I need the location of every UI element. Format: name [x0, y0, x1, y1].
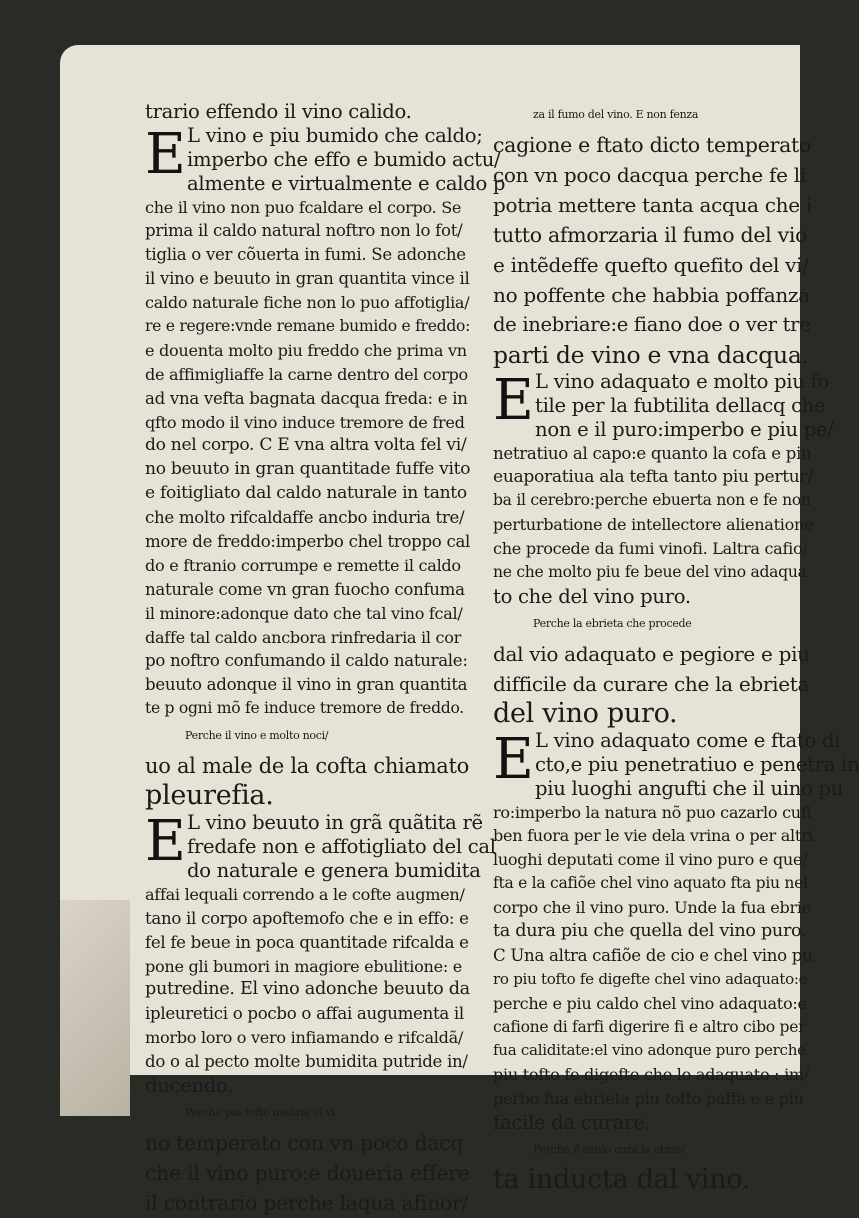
text-line: corpo che il vino puro. Unde la fua ebrie	[493, 898, 811, 918]
text-line: netratiuo al capo:e quanto la cofa e piu	[493, 443, 812, 463]
section-heading: Perche la ebrieta che procede	[533, 616, 692, 630]
section-heading: Perche piu tofto inebria el vi	[185, 1105, 335, 1119]
initial-paragraph	[493, 368, 834, 442]
text-line: che molto rifcaldaffe ancbo induria tre/	[145, 508, 465, 528]
section-heading: no temperato con vn poco dacq	[145, 1130, 464, 1155]
drop-cap: E	[145, 809, 186, 875]
text-line: do naturale e genera bumidita	[187, 858, 481, 882]
text-line: facile da curare.	[493, 1111, 651, 1135]
text-line: fta e la cafiõe chel vino aquato fta piu nel	[493, 874, 808, 893]
text-line: perbo fua ebrieta piu tofto paffa e e piu	[493, 1089, 804, 1109]
text-line: caldo naturale fiche non lo puo affotiglia/	[145, 293, 470, 313]
section-heading: e intẽdeffe quefto quefito del vi/	[493, 253, 809, 277]
section-heading: con vn poco dacqua perche fe li	[493, 163, 806, 187]
text-line: tano il corpo apoftemofo che e in effo: e	[145, 908, 469, 928]
text-line: naturale come vn gran fuocho confuma	[145, 579, 465, 599]
text-line: do o al pecto molte bumidita putride in/	[145, 1052, 468, 1072]
text-line: do nel corpo. C E vna altra volta fel vi/	[145, 435, 467, 456]
text-line: re e regere:vnde remane bumido e freddo:	[145, 317, 471, 336]
drop-cap: E	[493, 368, 534, 433]
text-line: to che del vino puro.	[493, 585, 691, 609]
text-line: ro:imperbo la natura nõ puo cazarlo cufi	[493, 802, 812, 822]
text-line: ad vna vefta bagnata dacqua freda: e in	[145, 388, 468, 408]
section-heading: za il fumo del vino. E non fenza	[533, 108, 699, 121]
text-line: prima il caldo natural noftro non lo fot/	[145, 221, 463, 241]
text-line: L vino adaquato e molto piu fo	[535, 370, 829, 393]
section-heading: no poffente che habbia poffanza	[493, 283, 810, 307]
text-line: more de freddo:imperbo chel troppo cal	[145, 532, 471, 552]
text-line: ro piu tofto fe digefte chel vino adaquato:e	[493, 969, 808, 988]
text-line: luoghi deputati come il vino puro e que/	[493, 850, 808, 870]
text-line: imperbo che effo e bumido actu/	[187, 147, 501, 171]
text-line: cafione di farfi digerire fi e altro cibo per	[493, 1017, 806, 1036]
text-line: che procede da fumi vinofi. Laltra cafio/	[493, 539, 808, 559]
section-heading: Perche il vino e molto noci/	[185, 729, 329, 743]
text-line: e douenta molto piu freddo che prima vn	[145, 340, 467, 360]
section-heading: de inebriare:e fiano doe o ver tre	[493, 313, 811, 336]
text-line: ta dura piu che quella del vino puro.	[493, 921, 807, 942]
text-line: il vino e beuuto in gran quantita vince il	[145, 269, 470, 289]
text-line: tiglia o ver cõuerta in fumi. Se adonche	[145, 245, 466, 265]
text-line: fel fe beue in poca quantitade rifcalda e	[145, 932, 469, 952]
section-heading: pleurefia.	[145, 780, 274, 812]
section-heading: tutto afmorzaria il fumo del vio	[493, 223, 808, 247]
left-text-column	[145, 100, 506, 1218]
text-line: L vino e piu bumido che caldo;	[187, 123, 483, 147]
text-line: piu luoghi angufti che il uino pu	[535, 776, 844, 800]
text-line: perche e piu caldo chel vino adaquato:e	[493, 993, 807, 1013]
page-corner	[60, 900, 130, 1116]
text-line: che il vino non puo fcaldare el corpo. Se	[145, 197, 462, 217]
text-line: no beuuto in gran quantitade fuffe vito	[145, 459, 471, 480]
initial-paragraph	[145, 809, 496, 883]
text-line: ne che molto piu fe beue del vino adaqua	[493, 563, 807, 582]
text-line: tile per la fubtilita dellacq che	[535, 393, 826, 417]
text-line: do e ftranio corrumpe e remette il caldo	[145, 555, 461, 575]
text-line: daffe tal caldo ancbora rinfredaria il cor	[145, 627, 462, 647]
text-line: po noftro confumando il caldo naturale:	[145, 651, 468, 671]
section-heading: potria mettere tanta acqua che i	[493, 193, 812, 217]
text-line: putredine. El vino adonche beuuto da	[145, 979, 470, 1000]
section-heading: difficile da curare che la ebrieta	[493, 671, 810, 696]
text-line: C Una altra cafiõe de cio e chel vino pu	[493, 945, 813, 965]
text-line: morbo loro o vero infiamando e rifcaldã/	[145, 1028, 464, 1048]
section-heading: Perche il caulo cura la ebrie/	[533, 1143, 685, 1157]
text-line: L vino beuuto in grã quãtita rẽ	[187, 811, 483, 835]
drop-cap: E	[145, 121, 186, 187]
text-line: ducendo.	[145, 1073, 234, 1097]
text-line: e foitigliato dal caldo naturale in tanto	[145, 483, 467, 504]
section-heading: dal vio adaquato e pegiore e piu	[493, 641, 810, 666]
text-line: cto,e piu penetratiuo e penetra in	[535, 752, 859, 776]
text-line: ben fuora per le vie dela vrina o per altri	[493, 826, 814, 846]
section-heading: cagione e ftato dicto temperato	[493, 133, 811, 157]
initial-paragraph	[493, 726, 859, 801]
text-line: qfto modo il vino induce tremore de fred	[145, 412, 465, 432]
text-line: fredafe non e affotigliato del cal	[187, 835, 496, 859]
section-heading: ta inducta dal vino.	[493, 1164, 751, 1196]
section-heading: che il vino puro:e doueria effere	[145, 1160, 470, 1185]
text-line: L vino adaquato come e ftato di	[535, 728, 841, 752]
right-text-column	[493, 100, 859, 1196]
text-line: beuuto adonque il vino in gran quantita	[145, 675, 468, 695]
section-heading: parti de vino e vna dacqua.	[493, 341, 809, 369]
text-line: te p ogni mõ fe induce tremore de freddo.	[145, 699, 464, 718]
initial-paragraph	[145, 121, 506, 196]
text-line: de affimigliaffe la carne dentro del corpo	[145, 364, 468, 384]
text-line: non e il puro:imperbo e piu pe/	[535, 417, 834, 441]
text-line: il minore:adonque dato che tal vino fcal/	[145, 603, 463, 623]
text-line: trario effendo il vino calido.	[145, 100, 412, 123]
text-line: almente e virtualmente e caldo p	[187, 171, 506, 195]
text-line: ipleuretici o pocbo o affai augumenta il	[145, 1004, 464, 1024]
text-line: affai lequali correndo a le cofte augmen/	[145, 884, 465, 904]
section-heading: del vino puro.	[493, 697, 678, 729]
text-line: fua caliditate:el vino adonque puro perche	[493, 1041, 806, 1060]
text-line: pone gli bumori in magiore ebulitione: e	[145, 956, 462, 976]
text-line: piu tofto fe digefte che lo adaquato : im/	[493, 1065, 810, 1085]
drop-cap: E	[493, 726, 534, 792]
text-line: euaporatiua ala tefta tanto piu pertur/	[493, 466, 813, 487]
text-line: perturbatione de intellectore alienatione	[493, 515, 814, 535]
text-line: ba il cerebro:perche ebuerta non e fe non	[493, 491, 811, 510]
section-heading: uo al male de la cofta chiamato	[145, 754, 470, 779]
section-heading: il contrario perche laqua afinor/	[145, 1190, 469, 1215]
